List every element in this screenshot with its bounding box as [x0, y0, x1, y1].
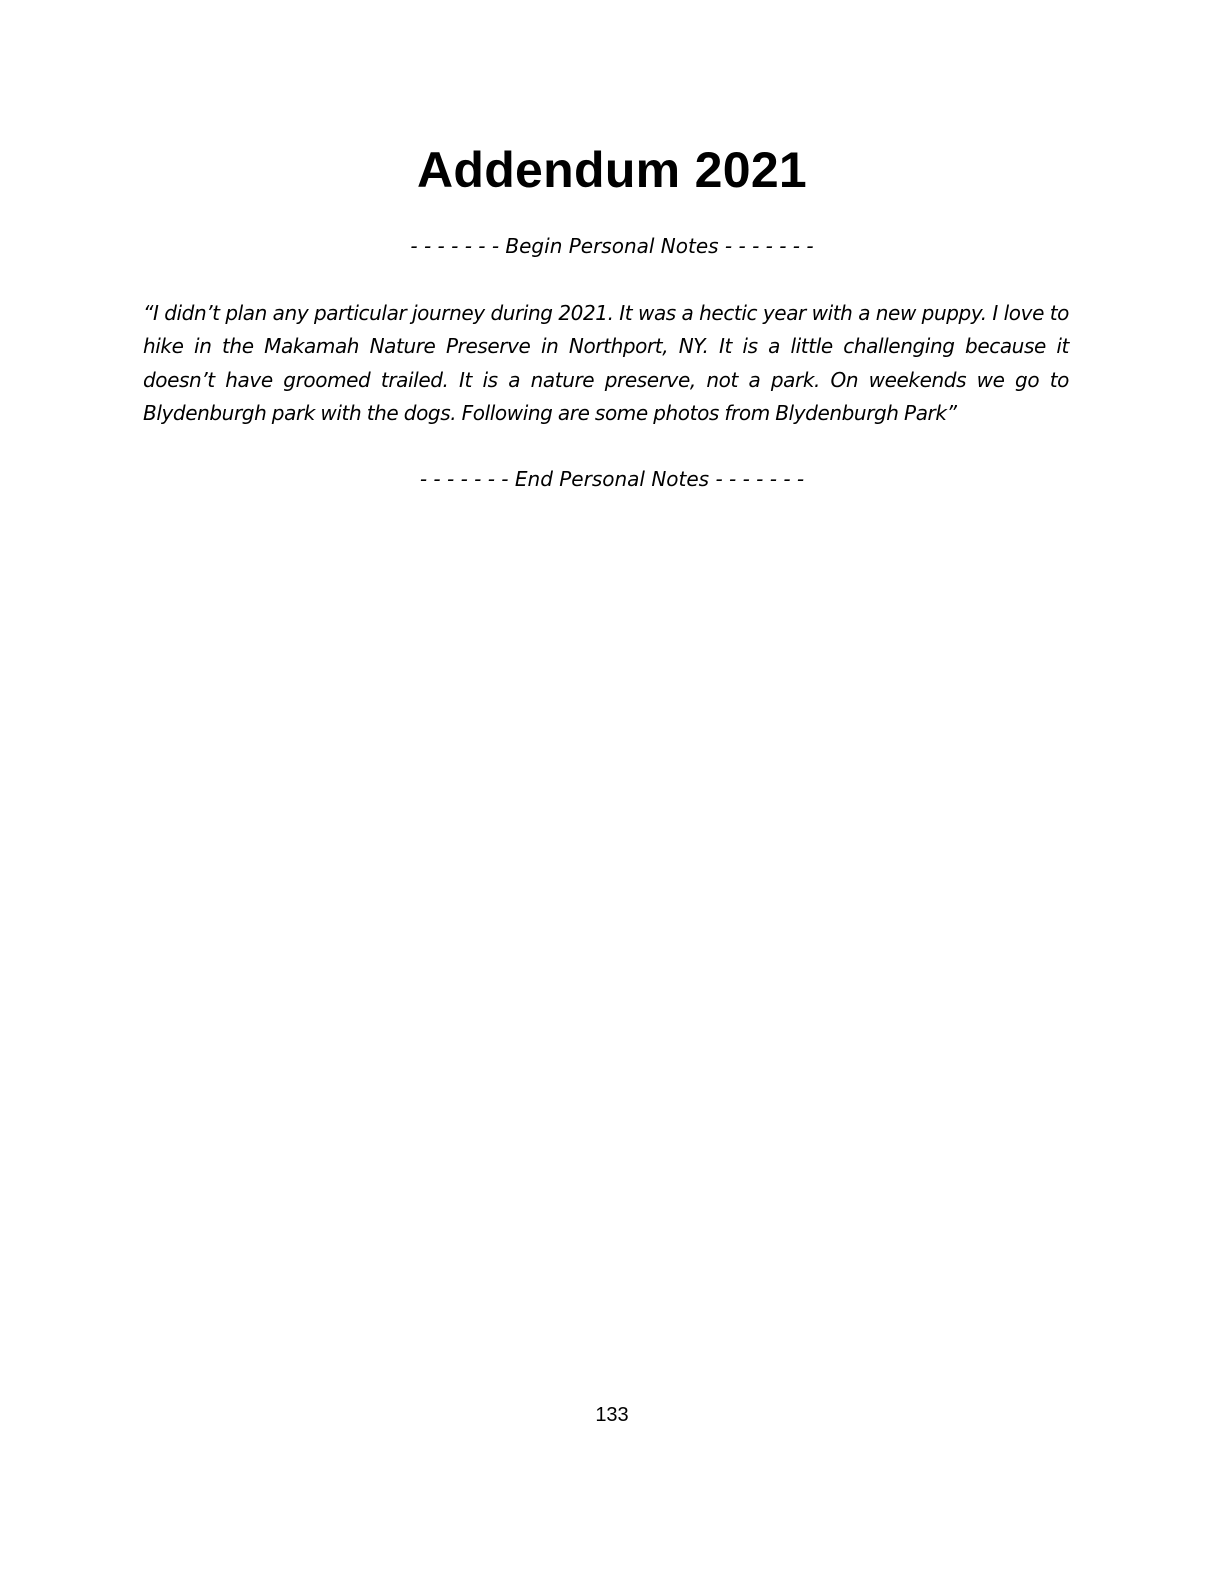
personal-notes-paragraph: “I didn’t plan any particular journey during 2021. It was a hectic year with a new puppy. I love to hike in the Makamah Nature Preserve in Northport, NY. It is a little challenging because it doesn’t have groomed trailed. It is a nature preserve, not a park. On weekends we go to Blydenburgh park with the dogs. Following are some photos from Blydenburgh Park” — [143, 301, 1069, 425]
page-title: Addendum 2021 — [416, 142, 808, 198]
begin-personal-notes-marker: - - - - - - - Begin Personal Notes - - - - - - - — [410, 234, 814, 258]
page-number: 133 — [595, 1404, 629, 1426]
end-personal-notes-marker: - - - - - - - End Personal Notes - - - - - - - — [419, 467, 805, 491]
